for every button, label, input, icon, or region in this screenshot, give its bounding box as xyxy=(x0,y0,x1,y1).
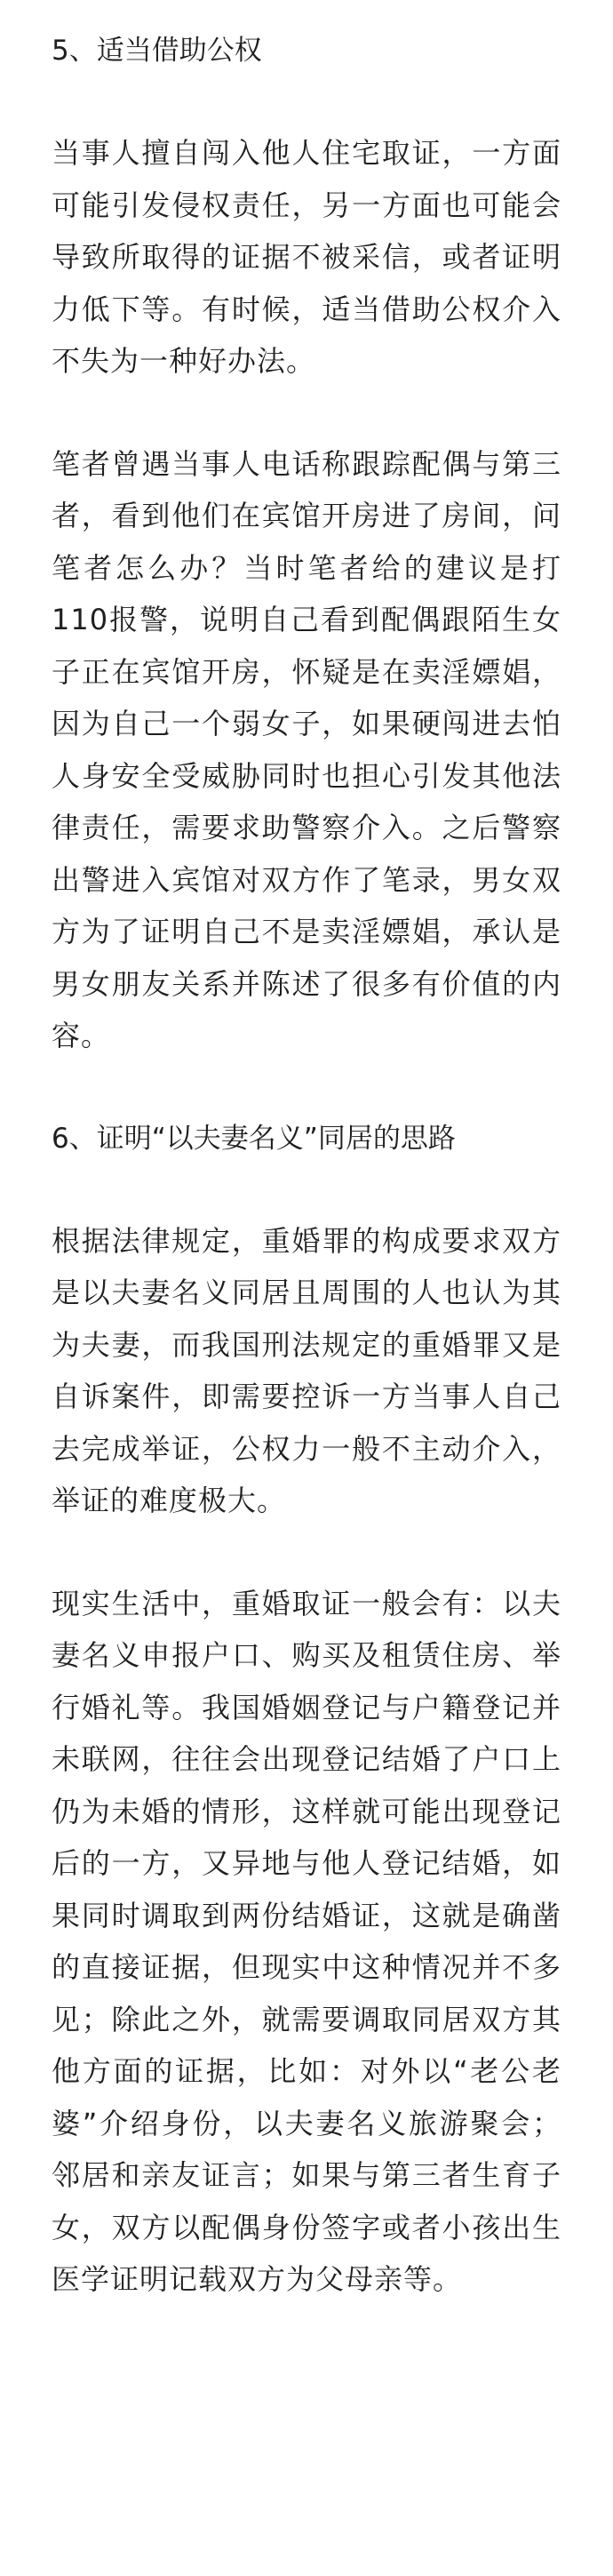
section-5-paragraph-2: 笔者曾遇当事人电话称跟踪配偶与第三者，看到他们在宾馆开房进了房间，问笔者怎么办？当时笔者给的建议是打110报警，说明自己看到配偶跟陌生女子正在宾馆开房，怀疑是在卖淫嫖娼，因为自己一个弱女子，如果硬闯进去怕人身安全受威胁同时也担心引发其他法律责任，需要求助警察介入。之后警察出警进入宾馆对双方作了笔录，男女双方为了证明自己不是卖淫嫖娼，承认是男女朋友关系并陈述了很多有价值的内容。 xyxy=(52,446,561,1052)
section-6-paragraph-1: 根据法律规定，重婚罪的构成要求双方是以夫妻名义同居且周围的人也认为其为夫妻，而我国刑法规定的重婚罪又是自诉案件，即需要控诉一方当事人自己去完成举证，公权力一般不主动介入，举证的难度极大。 xyxy=(52,1223,561,1517)
section-6-paragraph-2: 现实生活中，重婚取证一般会有：以夫妻名义申报户口、购买及租赁住房、举行婚礼等。我国婚姻登记与户籍登记并未联网，往往会出现登记结婚了户口上仍为未婚的情形，这样就可能出现登记后的一方，又异地与他人登记结婚，如果同时调取到两份结婚证，这就是确凿的直接证据，但现实中这种情况并不多见；除此之外，就需要调取同居双方其他方面的证据，比如：对外以“老公老婆”介绍身份，以夫妻名义旅游聚会；邻居和亲友证言；如果与第三者生育子女，双方以配偶身份签字或者小孩出生医学证明记载双方为父母亲等。 xyxy=(52,1586,561,2296)
section-5-heading: 5、适当借助公权 xyxy=(52,35,262,67)
section-5-paragraph-1: 当事人擅自闯入他人住宅取证，一方面可能引发侵权责任，另一方面也可能会导致所取得的证据不被采信，或者证明力低下等。有时候，适当借助公权介入不失为一种好办法。 xyxy=(52,136,561,378)
section-6-heading: 6、证明“以夫妻名义”同居的思路 xyxy=(52,1122,456,1155)
